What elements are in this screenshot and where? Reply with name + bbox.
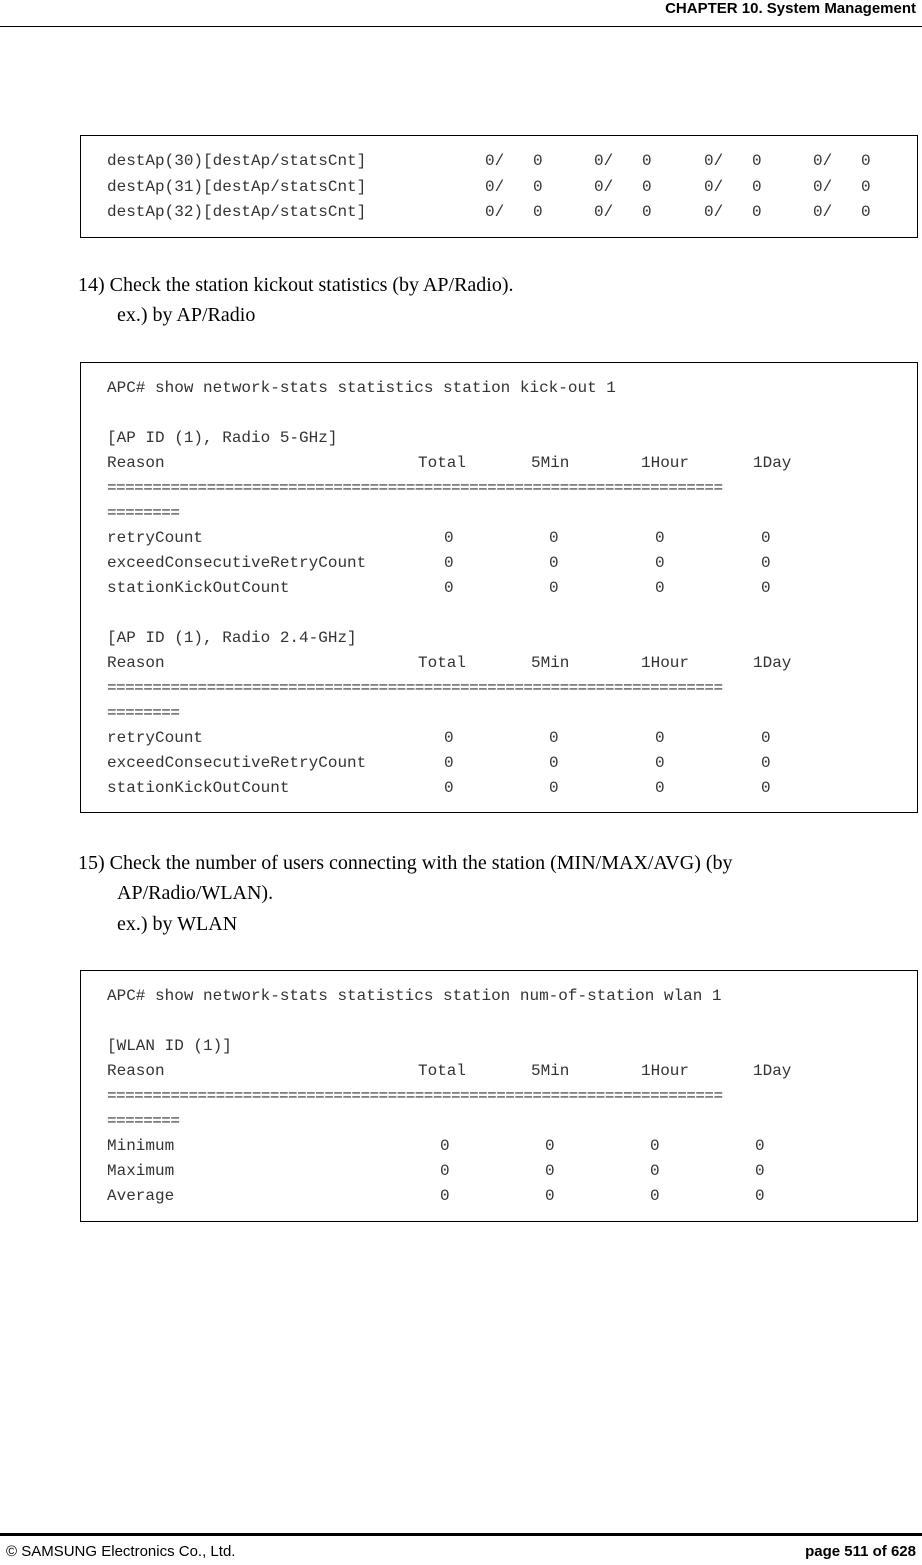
cell: 0	[549, 729, 559, 747]
cell: 0	[444, 529, 454, 547]
cell: 0	[440, 1162, 450, 1180]
row-reason: exceedConsecutiveRetryCount	[107, 554, 367, 572]
row-reason: Maximum	[107, 1162, 175, 1180]
cell: 0	[655, 779, 665, 797]
column-header-5min: 5Min	[531, 1062, 570, 1080]
cell: 0/ 0	[704, 152, 762, 170]
cell: 0	[650, 1162, 660, 1180]
row-reason: Average	[107, 1187, 175, 1205]
cell: 0/ 0	[485, 178, 543, 196]
cell: 0	[549, 529, 559, 547]
cell: 0	[549, 779, 559, 797]
cell: 0/ 0	[704, 178, 762, 196]
column-header-1hour: 1Hour	[641, 1062, 690, 1080]
command-line: APC# show network-stats statistics station num-of-station wlan 1	[107, 987, 722, 1005]
column-header-1hour: 1Hour	[641, 454, 690, 472]
row-reason: Minimum	[107, 1137, 175, 1155]
cell: 0	[755, 1137, 765, 1155]
separator: ========	[107, 704, 180, 722]
column-header-1hour: 1Hour	[641, 654, 690, 672]
code-row	[81, 203, 917, 223]
row-reason: stationKickOutCount	[107, 779, 290, 797]
cell: 0	[655, 554, 665, 572]
row-label: destAp(30)[destAp/statsCnt]	[107, 152, 367, 170]
cell: 0	[549, 754, 559, 772]
separator: ====================================================================	[107, 679, 723, 697]
code-block-destap-stats	[80, 135, 918, 238]
cell: 0	[650, 1187, 660, 1205]
step-14-example: ex.) by AP/Radio	[117, 304, 256, 326]
cell: 0	[655, 579, 665, 597]
cell: 0/ 0	[813, 203, 871, 221]
cell: 0/ 0	[704, 203, 762, 221]
cell: 0	[545, 1187, 555, 1205]
column-header-reason: Reason	[107, 1062, 165, 1080]
cell: 0	[761, 554, 771, 572]
cell: 0/ 0	[485, 152, 543, 170]
cell: 0	[444, 754, 454, 772]
cell: 0	[545, 1137, 555, 1155]
cell: 0	[650, 1137, 660, 1155]
cell: 0	[545, 1162, 555, 1180]
row-reason: retryCount	[107, 729, 204, 747]
cell: 0	[761, 579, 771, 597]
cell: 0	[444, 779, 454, 797]
code-row	[81, 152, 917, 172]
header-divider	[0, 26, 922, 27]
code-block-num-of-station	[80, 970, 918, 1222]
column-header-total: Total	[418, 1062, 467, 1080]
column-header-1day: 1Day	[753, 1062, 792, 1080]
column-header-1day: 1Day	[753, 654, 792, 672]
command-line: APC# show network-stats statistics station kick-out 1	[107, 379, 616, 397]
column-header-total: Total	[418, 654, 467, 672]
section-title: [AP ID (1), Radio 5-GHz]	[107, 429, 338, 447]
code-block-kickout	[80, 362, 918, 813]
column-header-5min: 5Min	[531, 454, 570, 472]
cell: 0	[444, 554, 454, 572]
separator: ========	[107, 504, 180, 522]
cell: 0	[655, 754, 665, 772]
cell: 0	[549, 579, 559, 597]
cell: 0	[440, 1137, 450, 1155]
cell: 0	[444, 579, 454, 597]
step-15-text: 15) Check the number of users connecting with the station (MIN/MAX/AVG) (by	[78, 852, 733, 874]
cell: 0	[755, 1162, 765, 1180]
cell: 0	[655, 729, 665, 747]
column-header-reason: Reason	[107, 454, 165, 472]
code-row	[81, 178, 917, 198]
column-header-reason: Reason	[107, 654, 165, 672]
cell: 0	[761, 754, 771, 772]
step-15-example: ex.) by WLAN	[117, 913, 238, 935]
column-header-total: Total	[418, 454, 467, 472]
cell: 0	[761, 729, 771, 747]
copyright: © SAMSUNG Electronics Co., Ltd.	[6, 1543, 236, 1560]
section-title: [WLAN ID (1)]	[107, 1037, 232, 1055]
row-reason: exceedConsecutiveRetryCount	[107, 754, 367, 772]
cell: 0/ 0	[813, 178, 871, 196]
cell: 0/ 0	[594, 178, 652, 196]
cell: 0	[755, 1187, 765, 1205]
row-reason: retryCount	[107, 529, 204, 547]
cell: 0/ 0	[594, 152, 652, 170]
column-header-5min: 5Min	[531, 654, 570, 672]
step-15-text-cont: AP/Radio/WLAN).	[117, 882, 274, 904]
cell: 0/ 0	[813, 152, 871, 170]
cell: 0	[549, 554, 559, 572]
step-14-text: 14) Check the station kickout statistics (by AP/Radio).	[78, 274, 514, 296]
cell: 0	[444, 729, 454, 747]
page-number: page 511 of 628	[805, 1543, 916, 1560]
footer-divider	[0, 1533, 922, 1536]
separator: ====================================================================	[107, 479, 723, 497]
section-title: [AP ID (1), Radio 2.4-GHz]	[107, 629, 357, 647]
row-label: destAp(32)[destAp/statsCnt]	[107, 203, 367, 221]
separator: ========	[107, 1112, 180, 1130]
cell: 0	[440, 1187, 450, 1205]
chapter-title: CHAPTER 10. System Management	[665, 0, 916, 17]
row-reason: stationKickOutCount	[107, 579, 290, 597]
cell: 0/ 0	[594, 203, 652, 221]
cell: 0	[655, 529, 665, 547]
cell: 0	[761, 529, 771, 547]
cell: 0/ 0	[485, 203, 543, 221]
separator: ====================================================================	[107, 1087, 723, 1105]
row-label: destAp(31)[destAp/statsCnt]	[107, 178, 367, 196]
cell: 0	[761, 779, 771, 797]
column-header-1day: 1Day	[753, 454, 792, 472]
